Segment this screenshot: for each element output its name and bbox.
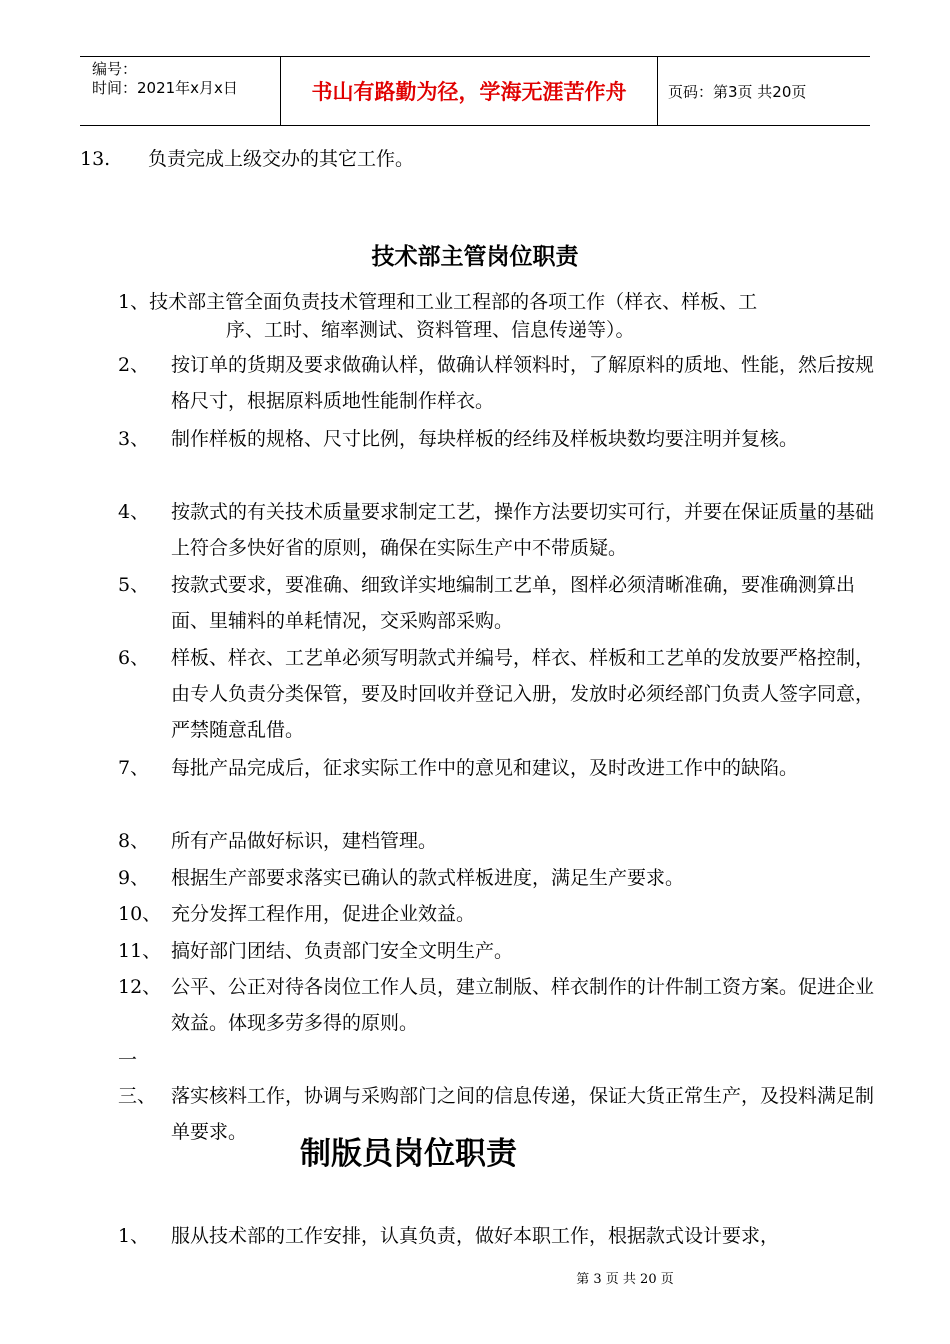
list-item bbox=[118, 567, 884, 639]
header-meta bbox=[80, 57, 280, 125]
list-item-number: 7、 bbox=[118, 757, 150, 779]
list-item bbox=[118, 933, 884, 969]
list-item-number: 5、 bbox=[118, 574, 150, 596]
list-item-number: 11、 bbox=[118, 940, 162, 962]
list-item bbox=[118, 1218, 884, 1254]
list-item bbox=[118, 347, 884, 419]
list-item-text: 公平、公正对待各岗位工作人员，建立制版、样衣制作的计件制工资方案。促进企业效益。体现多劳多得的原则。 bbox=[171, 976, 875, 1034]
list-item-text: 按款式的有关技术质量要求制定工艺，操作方法要切实可行，并要在保证质量的基础上符合多快好省的原则，确保在实际生产中不带质疑。 bbox=[171, 501, 875, 559]
list-item-text: 搞好部门团结、负责部门安全文明生产。 bbox=[171, 940, 514, 962]
list-item-number: 3、 bbox=[118, 428, 150, 450]
list-item-text-line: 1、技术部主管全面负责技术管理和工业工程部的各项工作（样衣、样板、工 bbox=[118, 291, 758, 313]
list-item-text: 样板、样衣、工艺单必须写明款式并编号，样衣、样板和工艺单的发放要严格控制，由专人负责分类保管，要及时回收并登记入册，发放时必须经部门负责人签字同意，严禁随意乱借。 bbox=[171, 647, 875, 741]
list-item-text: 每批产品完成后，征求实际工作中的意见和建议，及时改进工作中的缺陷。 bbox=[171, 757, 799, 779]
list-item-number: 一三、 bbox=[118, 1049, 157, 1107]
list-item-number: 2、 bbox=[118, 354, 150, 376]
list-item bbox=[118, 896, 884, 932]
list-item bbox=[80, 146, 414, 172]
list-item-number: 4、 bbox=[118, 501, 150, 523]
list-item-text: 所有产品做好标识，建档管理。 bbox=[171, 830, 438, 852]
list-item bbox=[118, 860, 884, 896]
header-slogan: 书山有路勤为径，学海无涯苦作舟 bbox=[280, 57, 658, 125]
list-item-text: 按款式要求，要准确、细致详实地编制工艺单，图样必须清晰准确，要准确测算出面、里辅料的单耗情况，交采购部采购。 bbox=[171, 574, 856, 632]
list-item-number: 12、 bbox=[118, 976, 162, 998]
list-item-text: 服从技术部的工作安排，认真负责，做好本职工作，根据款式设计要求， bbox=[171, 1225, 780, 1247]
list-item bbox=[118, 823, 884, 859]
document-number-label: 编号： bbox=[92, 60, 138, 78]
list-item-text: 负责完成上级交办的其它工作。 bbox=[148, 148, 415, 170]
list-item bbox=[118, 288, 884, 344]
list-item-number: 8、 bbox=[118, 830, 150, 852]
section-title: 制版员岗位职责 bbox=[300, 1136, 517, 1172]
list-item-text-line: 序、工时、缩率测试、资料管理、信息传递等）。 bbox=[226, 319, 635, 341]
list-item-text: 制作样板的规格、尺寸比例，每块样板的经纬及样板块数均要注明并复核。 bbox=[171, 428, 799, 450]
list-item-text: 根据生产部要求落实已确认的款式样板进度，满足生产要求。 bbox=[171, 867, 685, 889]
list-item-number: 10、 bbox=[118, 903, 162, 925]
list-item bbox=[118, 750, 884, 786]
header-page-info: 页码：第3页 共20页 bbox=[668, 82, 807, 101]
list-item bbox=[118, 421, 884, 457]
list-item bbox=[118, 640, 884, 748]
list-item-number: 6、 bbox=[118, 647, 150, 669]
list-item-number: 13. bbox=[80, 148, 111, 170]
list-item bbox=[118, 494, 884, 566]
document-time-label: 时间：2021年x月x日 bbox=[92, 79, 238, 97]
page-header bbox=[80, 56, 870, 126]
list-item-number: 9、 bbox=[118, 867, 150, 889]
list-item-number: 1、 bbox=[118, 1225, 150, 1247]
page-number: 第 3 页 共 20 页 bbox=[576, 1272, 674, 1287]
list-item-text: 充分发挥工程作用，促进企业效益。 bbox=[171, 903, 476, 925]
section-title: 技术部主管岗位职责 bbox=[371, 244, 579, 270]
list-item-text: 按订单的货期及要求做确认样，做确认样领料时，了解原料的质地、性能，然后按规格尺寸，根据原料质地性能制作样衣。 bbox=[171, 354, 875, 412]
page-footer bbox=[0, 1268, 950, 1287]
list-item-text: 落实核料工作，协调与采购部门之间的信息传递，保证大货正常生产，及投料满足制单要求。 bbox=[171, 1085, 875, 1143]
list-item bbox=[118, 969, 884, 1041]
